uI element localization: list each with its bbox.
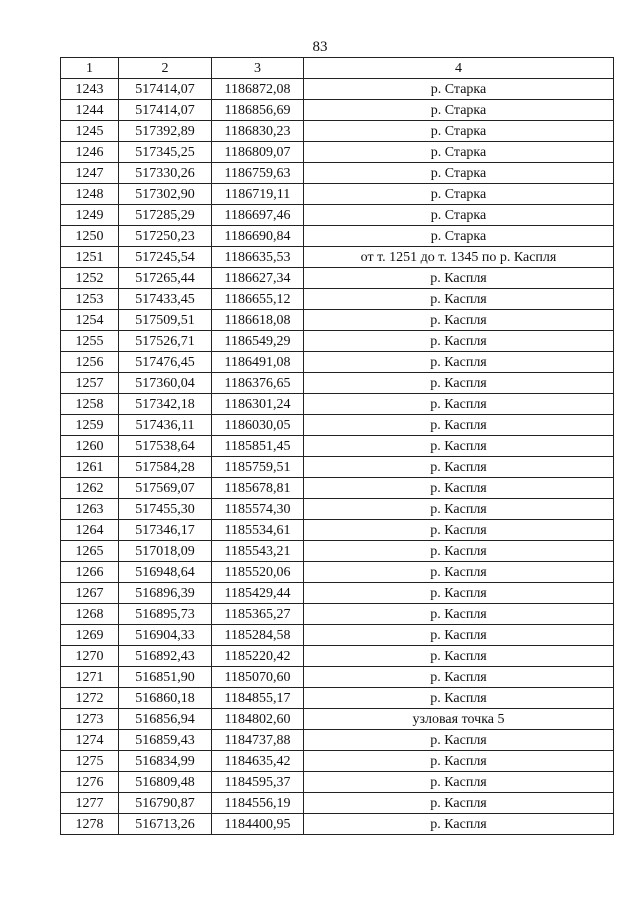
description-cell: р. Каспля bbox=[304, 646, 614, 667]
description-cell: р. Каспля bbox=[304, 289, 614, 310]
table-row bbox=[61, 478, 614, 499]
y-coordinate-cell: 1185284,58 bbox=[212, 625, 304, 646]
table-row bbox=[61, 688, 614, 709]
x-coordinate-cell: 517302,90 bbox=[119, 184, 212, 205]
y-coordinate-cell: 1185534,61 bbox=[212, 520, 304, 541]
description-cell: р. Каспля bbox=[304, 667, 614, 688]
coordinates-table bbox=[60, 57, 614, 835]
table-row bbox=[61, 352, 614, 373]
x-coordinate-cell: 517342,18 bbox=[119, 394, 212, 415]
x-coordinate-cell: 517455,30 bbox=[119, 499, 212, 520]
description-cell: р. Каспля bbox=[304, 583, 614, 604]
description-cell: р. Каспля bbox=[304, 604, 614, 625]
y-coordinate-cell: 1186856,69 bbox=[212, 100, 304, 121]
table-row bbox=[61, 79, 614, 100]
header-row bbox=[61, 58, 614, 79]
description-cell: р. Каспля bbox=[304, 814, 614, 835]
y-coordinate-cell: 1184400,95 bbox=[212, 814, 304, 835]
x-coordinate-cell: 516790,87 bbox=[119, 793, 212, 814]
x-coordinate-cell: 517345,25 bbox=[119, 142, 212, 163]
description-cell: р. Каспля bbox=[304, 436, 614, 457]
table-row bbox=[61, 163, 614, 184]
description-cell: р. Старка bbox=[304, 121, 614, 142]
point-number-cell: 1255 bbox=[61, 331, 119, 352]
x-coordinate-cell: 516859,43 bbox=[119, 730, 212, 751]
description-cell: р. Каспля bbox=[304, 478, 614, 499]
table-body bbox=[61, 79, 614, 835]
y-coordinate-cell: 1186830,23 bbox=[212, 121, 304, 142]
x-coordinate-cell: 517392,89 bbox=[119, 121, 212, 142]
header-cell-y: 3 bbox=[212, 58, 304, 79]
description-cell: р. Каспля bbox=[304, 310, 614, 331]
description-cell: р. Каспля bbox=[304, 541, 614, 562]
table-row bbox=[61, 625, 614, 646]
x-coordinate-cell: 516860,18 bbox=[119, 688, 212, 709]
table-row bbox=[61, 310, 614, 331]
y-coordinate-cell: 1186549,29 bbox=[212, 331, 304, 352]
x-coordinate-cell: 517346,17 bbox=[119, 520, 212, 541]
description-cell: р. Каспля bbox=[304, 499, 614, 520]
y-coordinate-cell: 1185851,45 bbox=[212, 436, 304, 457]
table-row bbox=[61, 499, 614, 520]
point-number-cell: 1258 bbox=[61, 394, 119, 415]
y-coordinate-cell: 1186635,53 bbox=[212, 247, 304, 268]
table-row bbox=[61, 142, 614, 163]
description-cell: р. Старка bbox=[304, 142, 614, 163]
point-number-cell: 1261 bbox=[61, 457, 119, 478]
table-row bbox=[61, 457, 614, 478]
description-cell: р. Каспля bbox=[304, 793, 614, 814]
y-coordinate-cell: 1184556,19 bbox=[212, 793, 304, 814]
page-number: 83 bbox=[312, 39, 328, 55]
y-coordinate-cell: 1186301,24 bbox=[212, 394, 304, 415]
y-coordinate-cell: 1186627,34 bbox=[212, 268, 304, 289]
x-coordinate-cell: 517436,11 bbox=[119, 415, 212, 436]
table-row bbox=[61, 562, 614, 583]
point-number-cell: 1252 bbox=[61, 268, 119, 289]
point-number-cell: 1244 bbox=[61, 100, 119, 121]
y-coordinate-cell: 1184595,37 bbox=[212, 772, 304, 793]
header-cell-x: 2 bbox=[119, 58, 212, 79]
x-coordinate-cell: 517569,07 bbox=[119, 478, 212, 499]
x-coordinate-cell: 516948,64 bbox=[119, 562, 212, 583]
table-row bbox=[61, 205, 614, 226]
description-cell: р. Каспля bbox=[304, 352, 614, 373]
y-coordinate-cell: 1185543,21 bbox=[212, 541, 304, 562]
x-coordinate-cell: 516851,90 bbox=[119, 667, 212, 688]
point-number-cell: 1251 bbox=[61, 247, 119, 268]
table-row bbox=[61, 646, 614, 667]
description-cell: р. Каспля bbox=[304, 268, 614, 289]
x-coordinate-cell: 517265,44 bbox=[119, 268, 212, 289]
table-row bbox=[61, 772, 614, 793]
y-coordinate-cell: 1185678,81 bbox=[212, 478, 304, 499]
x-coordinate-cell: 516892,43 bbox=[119, 646, 212, 667]
table-row bbox=[61, 541, 614, 562]
x-coordinate-cell: 517433,45 bbox=[119, 289, 212, 310]
y-coordinate-cell: 1185365,27 bbox=[212, 604, 304, 625]
point-number-cell: 1276 bbox=[61, 772, 119, 793]
description-cell: р. Старка bbox=[304, 226, 614, 247]
y-coordinate-cell: 1186809,07 bbox=[212, 142, 304, 163]
table-row bbox=[61, 247, 614, 268]
description-cell: р. Старка bbox=[304, 184, 614, 205]
description-cell: от т. 1251 до т. 1345 по р. Каспля bbox=[304, 247, 614, 268]
point-number-cell: 1275 bbox=[61, 751, 119, 772]
point-number-cell: 1249 bbox=[61, 205, 119, 226]
table-row bbox=[61, 730, 614, 751]
x-coordinate-cell: 517476,45 bbox=[119, 352, 212, 373]
point-number-cell: 1245 bbox=[61, 121, 119, 142]
description-cell: р. Старка bbox=[304, 79, 614, 100]
y-coordinate-cell: 1184855,17 bbox=[212, 688, 304, 709]
point-number-cell: 1278 bbox=[61, 814, 119, 835]
point-number-cell: 1266 bbox=[61, 562, 119, 583]
point-number-cell: 1250 bbox=[61, 226, 119, 247]
x-coordinate-cell: 517330,26 bbox=[119, 163, 212, 184]
point-number-cell: 1262 bbox=[61, 478, 119, 499]
x-coordinate-cell: 517414,07 bbox=[119, 100, 212, 121]
point-number-cell: 1265 bbox=[61, 541, 119, 562]
description-cell: р. Каспля bbox=[304, 373, 614, 394]
point-number-cell: 1247 bbox=[61, 163, 119, 184]
table-row bbox=[61, 751, 614, 772]
description-cell: узловая точка 5 bbox=[304, 709, 614, 730]
description-cell: р. Каспля bbox=[304, 751, 614, 772]
table-row bbox=[61, 415, 614, 436]
header-cell-description: 4 bbox=[304, 58, 614, 79]
header-cell-point-number: 1 bbox=[61, 58, 119, 79]
point-number-cell: 1263 bbox=[61, 499, 119, 520]
point-number-cell: 1277 bbox=[61, 793, 119, 814]
point-number-cell: 1272 bbox=[61, 688, 119, 709]
x-coordinate-cell: 517526,71 bbox=[119, 331, 212, 352]
y-coordinate-cell: 1186759,63 bbox=[212, 163, 304, 184]
x-coordinate-cell: 516904,33 bbox=[119, 625, 212, 646]
table-row bbox=[61, 583, 614, 604]
point-number-cell: 1257 bbox=[61, 373, 119, 394]
table-row bbox=[61, 814, 614, 835]
y-coordinate-cell: 1185520,06 bbox=[212, 562, 304, 583]
table-row bbox=[61, 436, 614, 457]
y-coordinate-cell: 1186491,08 bbox=[212, 352, 304, 373]
description-cell: р. Каспля bbox=[304, 730, 614, 751]
x-coordinate-cell: 517285,29 bbox=[119, 205, 212, 226]
point-number-cell: 1269 bbox=[61, 625, 119, 646]
description-cell: р. Каспля bbox=[304, 331, 614, 352]
table-row bbox=[61, 667, 614, 688]
x-coordinate-cell: 517245,54 bbox=[119, 247, 212, 268]
y-coordinate-cell: 1185429,44 bbox=[212, 583, 304, 604]
point-number-cell: 1254 bbox=[61, 310, 119, 331]
point-number-cell: 1243 bbox=[61, 79, 119, 100]
point-number-cell: 1273 bbox=[61, 709, 119, 730]
y-coordinate-cell: 1184802,60 bbox=[212, 709, 304, 730]
description-cell: р. Каспля bbox=[304, 415, 614, 436]
description-cell: р. Каспля bbox=[304, 394, 614, 415]
description-cell: р. Старка bbox=[304, 100, 614, 121]
point-number-cell: 1267 bbox=[61, 583, 119, 604]
table-row bbox=[61, 709, 614, 730]
table-row bbox=[61, 373, 614, 394]
table-row bbox=[61, 226, 614, 247]
x-coordinate-cell: 516834,99 bbox=[119, 751, 212, 772]
point-number-cell: 1248 bbox=[61, 184, 119, 205]
description-cell: р. Каспля bbox=[304, 688, 614, 709]
point-number-cell: 1271 bbox=[61, 667, 119, 688]
description-cell: р. Каспля bbox=[304, 457, 614, 478]
x-coordinate-cell: 517538,64 bbox=[119, 436, 212, 457]
x-coordinate-cell: 517584,28 bbox=[119, 457, 212, 478]
description-cell: р. Каспля bbox=[304, 772, 614, 793]
point-number-cell: 1246 bbox=[61, 142, 119, 163]
y-coordinate-cell: 1184635,42 bbox=[212, 751, 304, 772]
table-row bbox=[61, 184, 614, 205]
description-cell: р. Старка bbox=[304, 163, 614, 184]
y-coordinate-cell: 1186719,11 bbox=[212, 184, 304, 205]
y-coordinate-cell: 1186697,46 bbox=[212, 205, 304, 226]
y-coordinate-cell: 1186618,08 bbox=[212, 310, 304, 331]
table-row bbox=[61, 604, 614, 625]
table-header bbox=[61, 58, 614, 79]
table-row bbox=[61, 394, 614, 415]
table-row bbox=[61, 331, 614, 352]
table-row bbox=[61, 100, 614, 121]
point-number-cell: 1268 bbox=[61, 604, 119, 625]
y-coordinate-cell: 1186872,08 bbox=[212, 79, 304, 100]
table-row bbox=[61, 793, 614, 814]
x-coordinate-cell: 517018,09 bbox=[119, 541, 212, 562]
description-cell: р. Каспля bbox=[304, 520, 614, 541]
point-number-cell: 1260 bbox=[61, 436, 119, 457]
x-coordinate-cell: 516896,39 bbox=[119, 583, 212, 604]
x-coordinate-cell: 517509,51 bbox=[119, 310, 212, 331]
x-coordinate-cell: 517414,07 bbox=[119, 79, 212, 100]
x-coordinate-cell: 516809,48 bbox=[119, 772, 212, 793]
y-coordinate-cell: 1186376,65 bbox=[212, 373, 304, 394]
description-cell: р. Каспля bbox=[304, 562, 614, 583]
table-row bbox=[61, 268, 614, 289]
description-cell: р. Каспля bbox=[304, 625, 614, 646]
y-coordinate-cell: 1185759,51 bbox=[212, 457, 304, 478]
table-row bbox=[61, 520, 614, 541]
x-coordinate-cell: 516713,26 bbox=[119, 814, 212, 835]
y-coordinate-cell: 1184737,88 bbox=[212, 730, 304, 751]
table-row bbox=[61, 121, 614, 142]
x-coordinate-cell: 517250,23 bbox=[119, 226, 212, 247]
point-number-cell: 1274 bbox=[61, 730, 119, 751]
point-number-cell: 1256 bbox=[61, 352, 119, 373]
table-row bbox=[61, 289, 614, 310]
x-coordinate-cell: 516895,73 bbox=[119, 604, 212, 625]
point-number-cell: 1270 bbox=[61, 646, 119, 667]
x-coordinate-cell: 516856,94 bbox=[119, 709, 212, 730]
y-coordinate-cell: 1185574,30 bbox=[212, 499, 304, 520]
y-coordinate-cell: 1185070,60 bbox=[212, 667, 304, 688]
point-number-cell: 1253 bbox=[61, 289, 119, 310]
y-coordinate-cell: 1186655,12 bbox=[212, 289, 304, 310]
y-coordinate-cell: 1185220,42 bbox=[212, 646, 304, 667]
point-number-cell: 1264 bbox=[61, 520, 119, 541]
point-number-cell: 1259 bbox=[61, 415, 119, 436]
y-coordinate-cell: 1186690,84 bbox=[212, 226, 304, 247]
y-coordinate-cell: 1186030,05 bbox=[212, 415, 304, 436]
description-cell: р. Старка bbox=[304, 205, 614, 226]
x-coordinate-cell: 517360,04 bbox=[119, 373, 212, 394]
